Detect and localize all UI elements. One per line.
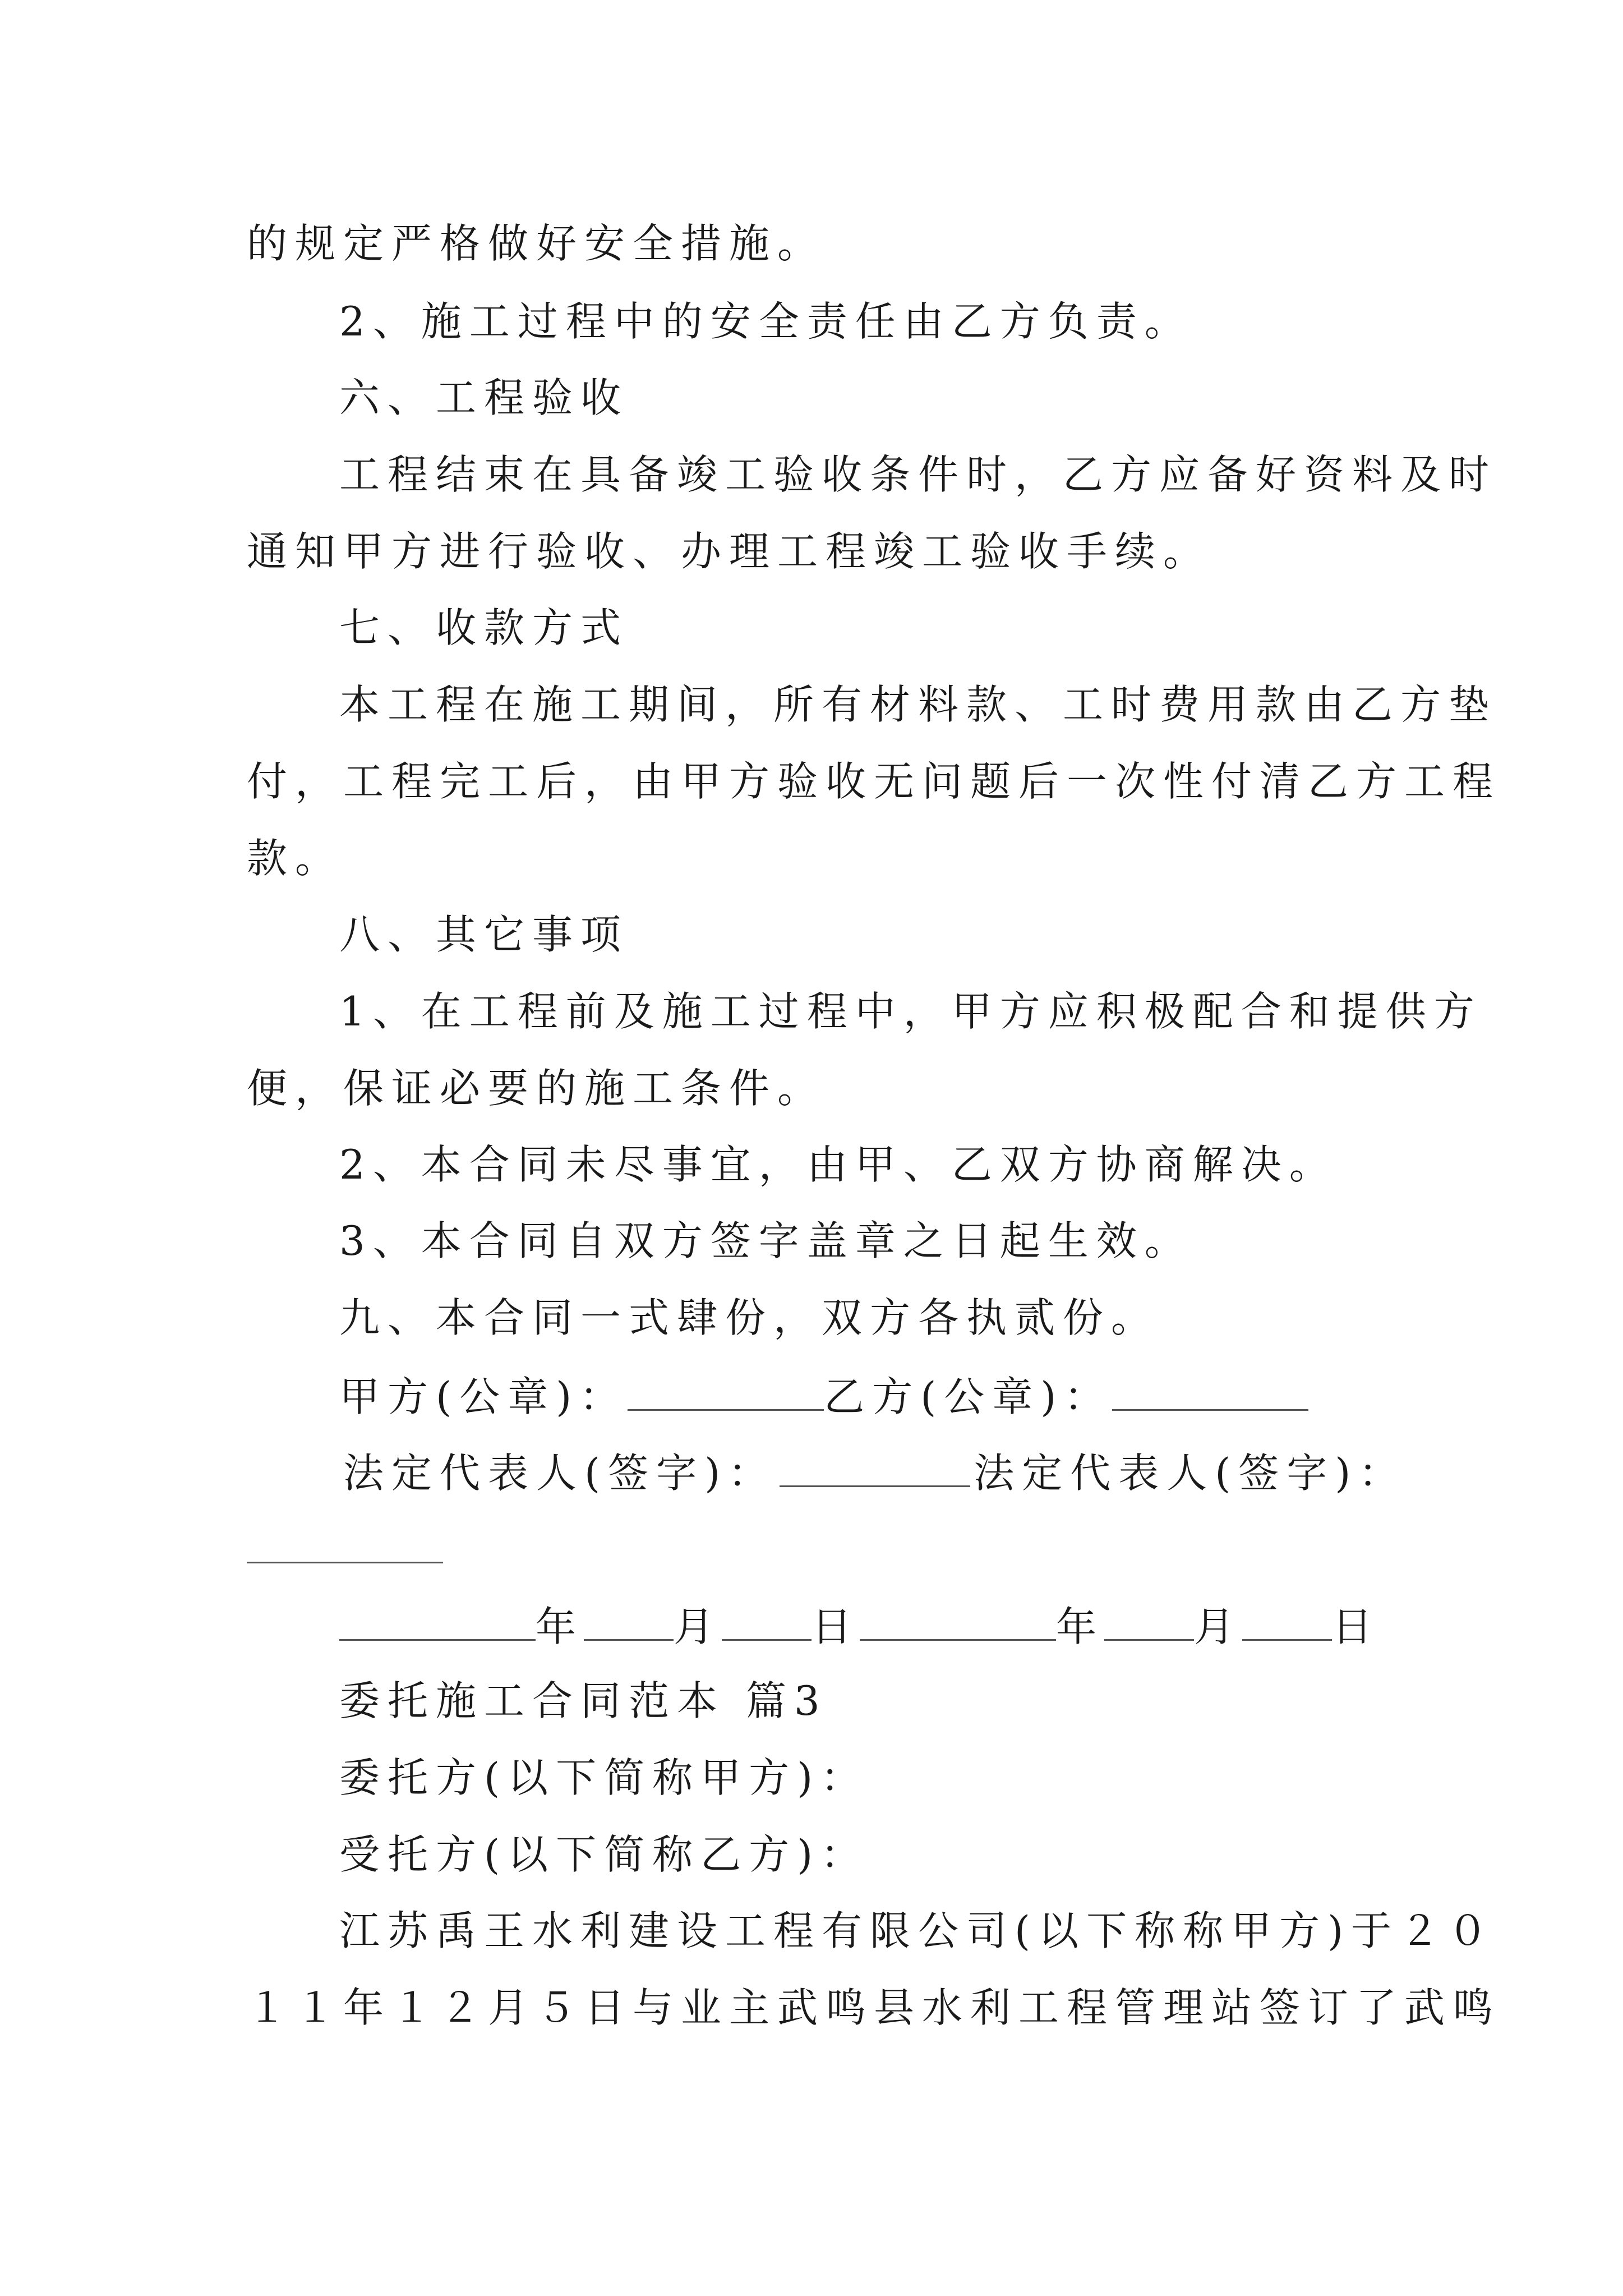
legal-rep-a-blank[interactable]	[780, 1451, 970, 1487]
legal-rep-a-label: 法定代表人(签字)：	[343, 1450, 777, 1497]
legal-representative-line	[343, 1450, 1407, 1497]
paragraph-line: １１年１２月５日与业主武鸣县水利工程管理站签订了武鸣	[247, 1984, 1501, 2031]
party-b-seal-blank[interactable]	[1112, 1374, 1308, 1411]
paragraph-line: 便，保证必要的施工条件。	[247, 1065, 826, 1112]
month-blank-a[interactable]	[584, 1604, 674, 1641]
day-blank-a[interactable]	[722, 1604, 811, 1641]
month-label: 月	[674, 1603, 722, 1650]
month-label: 月	[1194, 1603, 1243, 1650]
section-heading-other-matters: 八、其它事项	[339, 911, 629, 958]
paragraph-line: 款。	[247, 835, 344, 882]
party-b-seal-label: 乙方(公章)：	[824, 1373, 1113, 1420]
day-label: 日	[1332, 1603, 1381, 1650]
paragraph-line: 本工程在施工期间，所有材料款、工时费用款由乙方垫	[339, 681, 1497, 728]
date-line	[339, 1603, 1381, 1650]
client-party-line: 委托方(以下简称甲方)：	[339, 1754, 869, 1801]
paragraph-line: 通知甲方进行验收、办理工程竣工验收手续。	[247, 528, 1212, 575]
party-a-seal-blank[interactable]	[628, 1374, 824, 1411]
year-blank-a[interactable]	[339, 1604, 536, 1641]
legal-rep-b-blank[interactable]	[247, 1562, 443, 1563]
contractor-party-line: 受托方(以下简称乙方)：	[339, 1831, 869, 1878]
clause-effective-date: 3、本合同自双方签字盖章之日起生效。	[339, 1217, 1193, 1264]
paragraph-line: 的规定严格做好安全措施。	[247, 220, 826, 267]
year-label: 年	[1056, 1603, 1105, 1650]
seal-line	[339, 1373, 1308, 1420]
section-heading-acceptance: 六、工程验收	[339, 374, 629, 421]
section-heading-payment: 七、收款方式	[339, 604, 629, 651]
paragraph-line: 1、在工程前及施工过程中，甲方应积极配合和提供方	[339, 988, 1482, 1035]
day-label: 日	[811, 1603, 860, 1650]
section-title: 委托施工合同范本 篇3	[339, 1677, 828, 1724]
year-blank-b[interactable]	[860, 1604, 1056, 1641]
legal-rep-b-label: 法定代表人(签字)：	[974, 1450, 1407, 1497]
day-blank-b[interactable]	[1242, 1604, 1332, 1641]
clause-copies: 九、本合同一式肆份，双方各执贰份。	[339, 1294, 1160, 1341]
month-blank-b[interactable]	[1104, 1604, 1194, 1641]
clause-unresolved-matters: 2、本合同未尽事宜，由甲、乙双方协商解决。	[339, 1141, 1338, 1188]
year-label: 年	[536, 1603, 584, 1650]
paragraph-line: 工程结束在具备竣工验收条件时，乙方应备好资料及时	[339, 451, 1497, 498]
clause-safety-responsibility: 2、施工过程中的安全责任由乙方负责。	[339, 298, 1193, 345]
paragraph-line: 江苏禹王水利建设工程有限公司(以下称称甲方)于２０	[339, 1907, 1496, 1954]
paragraph-line: 付，工程完工后，由甲方验收无问题后一次性付清乙方工程	[247, 758, 1501, 805]
party-a-seal-label: 甲方(公章)：	[339, 1373, 628, 1420]
